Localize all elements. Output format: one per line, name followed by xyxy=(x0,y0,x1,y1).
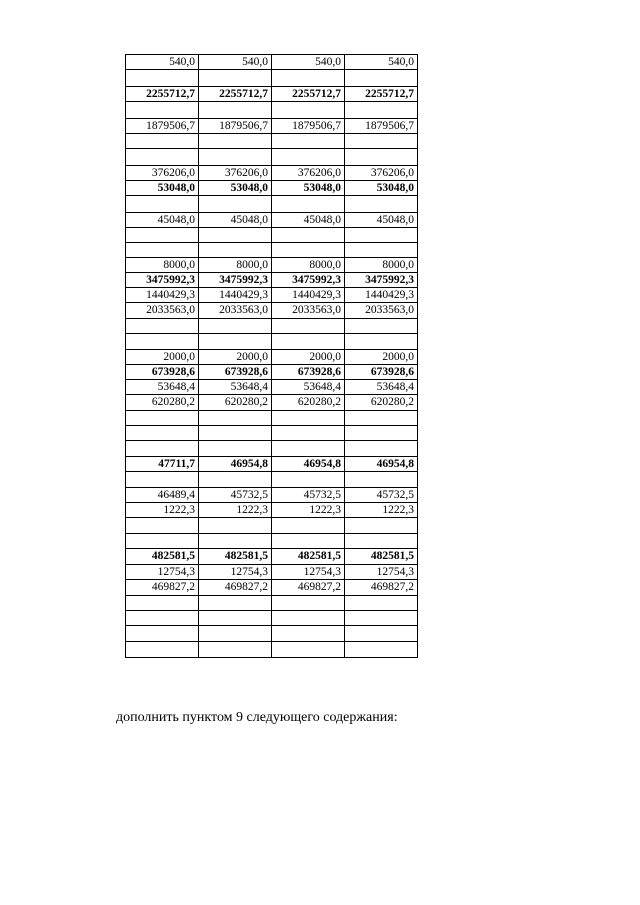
table-cell: 45732,5 xyxy=(199,488,272,503)
table-row xyxy=(126,580,418,596)
table-cell xyxy=(126,441,199,457)
table-row xyxy=(126,596,418,611)
table-cell: 53048,0 xyxy=(126,181,199,196)
table-cell: 1222,3 xyxy=(272,503,345,518)
table-cell xyxy=(199,334,272,350)
table-cell: 469827,2 xyxy=(345,580,418,596)
table-cell xyxy=(272,243,345,258)
table-cell: 376206,0 xyxy=(199,166,272,181)
table-cell xyxy=(272,472,345,488)
table-cell: 482581,5 xyxy=(345,549,418,565)
table-cell: 540,0 xyxy=(272,55,345,70)
table-cell xyxy=(126,411,199,426)
table-cell: 673928,6 xyxy=(126,365,199,380)
table-cell: 53048,0 xyxy=(272,181,345,196)
table-cell: 376206,0 xyxy=(126,166,199,181)
table-cell: 2000,0 xyxy=(272,350,345,365)
budget-table xyxy=(125,54,418,658)
table-cell: 12754,3 xyxy=(345,565,418,580)
table-cell: 673928,6 xyxy=(199,365,272,380)
table-cell: 2033563,0 xyxy=(199,303,272,319)
table-cell xyxy=(126,626,199,642)
table-cell xyxy=(126,243,199,258)
table-row xyxy=(126,166,418,181)
table-cell xyxy=(126,611,199,626)
table-cell: 620280,2 xyxy=(126,395,199,411)
table-row xyxy=(126,119,418,134)
table-cell xyxy=(345,626,418,642)
table-cell xyxy=(272,411,345,426)
table-row xyxy=(126,243,418,258)
table-row xyxy=(126,626,418,642)
table-cell: 2255712,7 xyxy=(199,87,272,102)
table-cell xyxy=(345,642,418,658)
table-cell xyxy=(272,426,345,441)
table-cell: 1879506,7 xyxy=(272,119,345,134)
table-row xyxy=(126,196,418,213)
table-cell xyxy=(199,319,272,334)
table-cell xyxy=(272,611,345,626)
table-cell xyxy=(126,228,199,243)
table-cell: 2033563,0 xyxy=(126,303,199,319)
table-row xyxy=(126,288,418,303)
table-cell xyxy=(199,534,272,549)
table-cell xyxy=(272,319,345,334)
table-cell: 1879506,7 xyxy=(126,119,199,134)
table-cell: 53648,4 xyxy=(272,380,345,395)
table-cell: 8000,0 xyxy=(126,258,199,273)
table-row xyxy=(126,365,418,380)
table-cell: 53648,4 xyxy=(345,380,418,395)
table-cell xyxy=(199,642,272,658)
table-row xyxy=(126,102,418,119)
table-row xyxy=(126,642,418,658)
table-cell xyxy=(272,596,345,611)
table-row xyxy=(126,503,418,518)
table-cell: 540,0 xyxy=(345,55,418,70)
table-cell xyxy=(199,426,272,441)
table-row xyxy=(126,518,418,534)
table-cell: 53048,0 xyxy=(199,181,272,196)
table-row xyxy=(126,70,418,87)
table-row xyxy=(126,488,418,503)
table-cell xyxy=(199,596,272,611)
table-cell xyxy=(272,196,345,213)
table-cell xyxy=(126,334,199,350)
table-cell xyxy=(199,70,272,87)
table-cell: 1222,3 xyxy=(345,503,418,518)
table-cell: 2000,0 xyxy=(126,350,199,365)
table-cell: 45732,5 xyxy=(272,488,345,503)
table-cell: 12754,3 xyxy=(199,565,272,580)
table-cell xyxy=(272,626,345,642)
table-cell xyxy=(199,518,272,534)
table-cell: 1222,3 xyxy=(126,503,199,518)
table-cell: 482581,5 xyxy=(199,549,272,565)
table-cell: 620280,2 xyxy=(345,395,418,411)
table-cell xyxy=(126,534,199,549)
table-cell: 45048,0 xyxy=(126,213,199,228)
table-cell: 1440429,3 xyxy=(199,288,272,303)
table-cell xyxy=(345,149,418,166)
table-row xyxy=(126,303,418,319)
table-cell xyxy=(199,134,272,149)
table-cell xyxy=(272,134,345,149)
table-cell xyxy=(272,149,345,166)
table-row xyxy=(126,273,418,288)
table-cell xyxy=(345,243,418,258)
table-cell xyxy=(272,228,345,243)
table-row xyxy=(126,457,418,472)
table-cell: 673928,6 xyxy=(272,365,345,380)
table-cell: 482581,5 xyxy=(272,549,345,565)
table-cell: 620280,2 xyxy=(272,395,345,411)
table-cell: 47711,7 xyxy=(126,457,199,472)
table-cell xyxy=(199,243,272,258)
table-row xyxy=(126,55,418,70)
table-cell xyxy=(345,196,418,213)
table-cell: 1879506,7 xyxy=(199,119,272,134)
table-cell: 540,0 xyxy=(126,55,199,70)
table-cell xyxy=(199,611,272,626)
table-cell: 1879506,7 xyxy=(345,119,418,134)
table-cell: 45048,0 xyxy=(272,213,345,228)
table-cell xyxy=(272,102,345,119)
table-cell xyxy=(272,518,345,534)
table-cell xyxy=(345,334,418,350)
table-cell xyxy=(126,426,199,441)
table-cell xyxy=(199,196,272,213)
table-cell: 3475992,3 xyxy=(345,273,418,288)
table-row xyxy=(126,350,418,365)
table-cell: 2033563,0 xyxy=(345,303,418,319)
table-row xyxy=(126,334,418,350)
table-cell: 1440429,3 xyxy=(272,288,345,303)
table-row xyxy=(126,319,418,334)
table-row xyxy=(126,565,418,580)
table-cell: 482581,5 xyxy=(126,549,199,565)
table-cell xyxy=(272,441,345,457)
table-cell xyxy=(345,70,418,87)
table-cell: 620280,2 xyxy=(199,395,272,411)
table-cell xyxy=(199,472,272,488)
table-cell xyxy=(126,134,199,149)
table-cell xyxy=(345,596,418,611)
table-cell xyxy=(345,441,418,457)
table-row xyxy=(126,441,418,457)
table-cell: 3475992,3 xyxy=(126,273,199,288)
table-row xyxy=(126,549,418,565)
table-cell xyxy=(345,534,418,549)
table-cell xyxy=(345,319,418,334)
table-cell xyxy=(272,642,345,658)
table-cell: 45732,5 xyxy=(345,488,418,503)
table-cell: 1440429,3 xyxy=(126,288,199,303)
table-cell: 376206,0 xyxy=(272,166,345,181)
table-cell: 53048,0 xyxy=(345,181,418,196)
table-cell: 8000,0 xyxy=(272,258,345,273)
table-cell xyxy=(199,102,272,119)
table-cell: 8000,0 xyxy=(199,258,272,273)
table-row xyxy=(126,411,418,426)
table-cell xyxy=(199,441,272,457)
table-cell: 3475992,3 xyxy=(272,273,345,288)
table-cell xyxy=(272,334,345,350)
table-cell xyxy=(126,518,199,534)
table-cell xyxy=(345,228,418,243)
table-row xyxy=(126,149,418,166)
table-cell xyxy=(345,518,418,534)
table-cell: 45048,0 xyxy=(199,213,272,228)
table-cell: 46954,8 xyxy=(345,457,418,472)
table-cell: 53648,4 xyxy=(126,380,199,395)
table-body xyxy=(126,55,418,658)
table-cell xyxy=(126,319,199,334)
table-row xyxy=(126,181,418,196)
table-row xyxy=(126,534,418,549)
table-cell: 2255712,7 xyxy=(272,87,345,102)
table-cell: 2000,0 xyxy=(345,350,418,365)
table-cell xyxy=(126,196,199,213)
table-row xyxy=(126,228,418,243)
table-cell xyxy=(126,642,199,658)
table-row xyxy=(126,134,418,149)
table-cell xyxy=(199,149,272,166)
table-cell: 12754,3 xyxy=(272,565,345,580)
table-cell: 3475992,3 xyxy=(199,273,272,288)
table-cell: 469827,2 xyxy=(126,580,199,596)
table-cell: 46489,4 xyxy=(126,488,199,503)
table-cell: 540,0 xyxy=(199,55,272,70)
table-cell xyxy=(199,411,272,426)
table-cell xyxy=(272,70,345,87)
table-row xyxy=(126,213,418,228)
table-cell: 2033563,0 xyxy=(272,303,345,319)
table-row xyxy=(126,258,418,273)
table-cell: 2000,0 xyxy=(199,350,272,365)
table-cell xyxy=(345,472,418,488)
table-cell: 46954,8 xyxy=(272,457,345,472)
table-cell xyxy=(272,534,345,549)
table-cell xyxy=(345,134,418,149)
table-cell xyxy=(199,626,272,642)
table-cell: 376206,0 xyxy=(345,166,418,181)
table-row xyxy=(126,426,418,441)
table-cell: 45048,0 xyxy=(345,213,418,228)
table-cell xyxy=(345,611,418,626)
amendment-note: дополнить пунктом 9 следующего содержания: xyxy=(116,710,398,725)
table-cell xyxy=(345,426,418,441)
table-cell: 53648,4 xyxy=(199,380,272,395)
table-row xyxy=(126,472,418,488)
table-cell: 469827,2 xyxy=(272,580,345,596)
table-cell: 1440429,3 xyxy=(345,288,418,303)
table-cell: 12754,3 xyxy=(126,565,199,580)
table-cell xyxy=(126,102,199,119)
table-cell xyxy=(126,596,199,611)
table-cell: 1222,3 xyxy=(199,503,272,518)
table-cell xyxy=(345,102,418,119)
table-cell: 8000,0 xyxy=(345,258,418,273)
table-row xyxy=(126,87,418,102)
table-row xyxy=(126,395,418,411)
table-cell xyxy=(199,228,272,243)
table-row xyxy=(126,380,418,395)
table-cell: 2255712,7 xyxy=(126,87,199,102)
table-cell: 46954,8 xyxy=(199,457,272,472)
table-cell xyxy=(126,472,199,488)
table-cell xyxy=(126,149,199,166)
table-cell: 469827,2 xyxy=(199,580,272,596)
table-cell: 673928,6 xyxy=(345,365,418,380)
table-cell: 2255712,7 xyxy=(345,87,418,102)
table-row xyxy=(126,611,418,626)
table-cell xyxy=(126,70,199,87)
table-cell xyxy=(345,411,418,426)
